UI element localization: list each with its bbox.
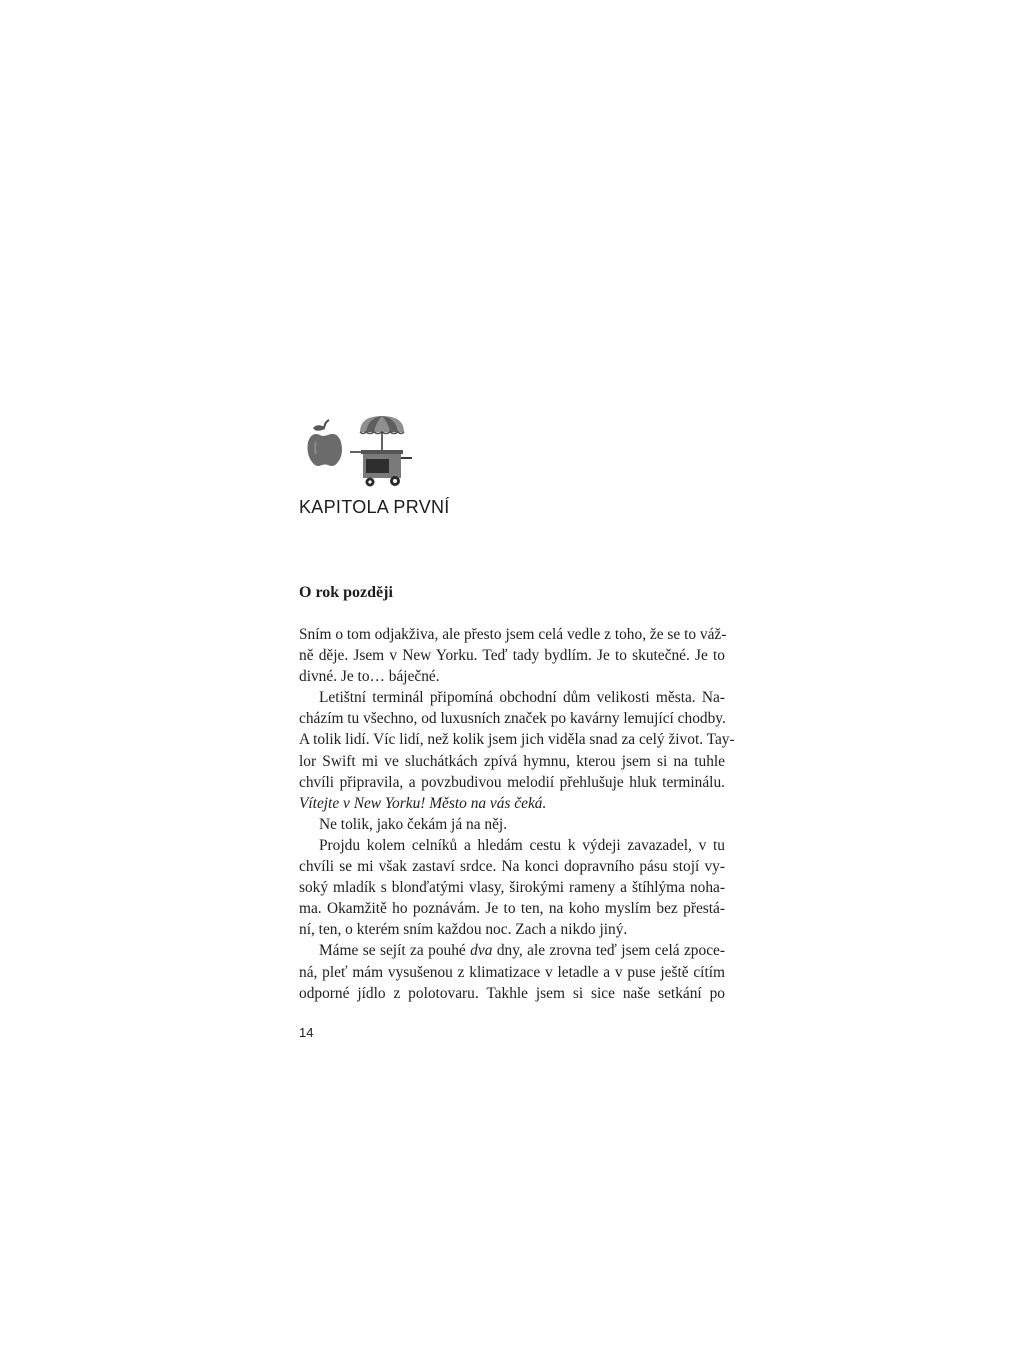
chapter-title: KAPITOLA PRVNÍ: [299, 497, 450, 517]
text-line: [299, 940, 725, 961]
text-run: Letištní terminál připomíná obchodní dům velikosti města. Na-: [319, 689, 725, 707]
text-run: dny, ale zrovna teď jsem celá zpoce-: [492, 942, 725, 960]
food-cart-icon: [350, 416, 412, 487]
text-run: chvíli připravila, a povzbudivou melodií přehlušuje hluk terminálu.: [299, 773, 725, 791]
text-run: Projdu kolem celníků a hledám cestu k výdeji zavazadel, v tu: [319, 836, 725, 854]
text-line: [299, 729, 735, 750]
section-heading: O rok později: [299, 584, 393, 601]
text-line: [299, 962, 725, 983]
text-run: Máme se sejít za pouhé: [319, 942, 471, 960]
text-line: [299, 687, 725, 708]
italic-text: dva: [470, 942, 493, 960]
text-run: A tolik lidí. Víc lidí, než kolik jsem jich viděla snad za celý život. Tay-: [299, 731, 735, 749]
body-text: [299, 624, 735, 1004]
text-run: Ne tolik, jako čekám já na něj.: [319, 815, 508, 833]
text-line: [299, 814, 725, 835]
text-line: [299, 877, 725, 898]
italic-text: Vítejte v New Yorku! Město na vás čeká.: [299, 794, 547, 812]
text-line: [299, 898, 725, 919]
text-line: [299, 983, 725, 1004]
page-number: 14: [299, 1025, 314, 1040]
text-run: divné. Je to… báječné.: [299, 668, 440, 686]
text-line: [299, 624, 725, 645]
text-run: ma. Okamžitě ho poznávám. Je to ten, na koho myslím bez přestá-: [299, 900, 725, 918]
text-run: ně děje. Jsem v New Yorku. Teď tady bydlím. Je to skutečné. Je to: [299, 647, 725, 665]
chapter-illustration-svg: [304, 414, 424, 490]
text-run: soký mladík s blonďatými vlasy, širokými rameny a štíhlýma noha-: [299, 879, 725, 897]
text-line: [299, 919, 725, 940]
chapter-illustration: [304, 414, 424, 490]
text-run: odporné jídlo z polotovaru. Takhle jsem si sice naše setkání po: [299, 984, 725, 1002]
text-line: [299, 793, 725, 814]
text-line: [299, 772, 725, 793]
text-run: ní, ten, o kterém sním každou noc. Zach a nikdo jiný.: [299, 921, 628, 939]
text-line: [299, 835, 725, 856]
text-line: [299, 645, 725, 666]
text-run: lor Swift mi ve sluchátkách zpívá hymnu, kterou jsem si na tuhle: [299, 752, 725, 770]
text-run: chvíli se mi však zastaví srdce. Na konci dopravního pásu stojí vy-: [299, 858, 725, 876]
text-line: [299, 856, 725, 877]
text-line: [299, 751, 725, 772]
text-run: cházím tu všechno, od luxusních značek po kavárny lemující chodby.: [299, 710, 726, 728]
apple-icon: [308, 420, 343, 466]
text-line: [299, 666, 725, 687]
text-line: [299, 708, 725, 729]
text-run: ná, pleť mám vysušenou z klimatizace v letadle a v puse ještě cítím: [299, 963, 725, 981]
text-run: Sním o tom odjakživa, ale přesto jsem celá vedle z toho, že se to váž-: [299, 626, 727, 643]
